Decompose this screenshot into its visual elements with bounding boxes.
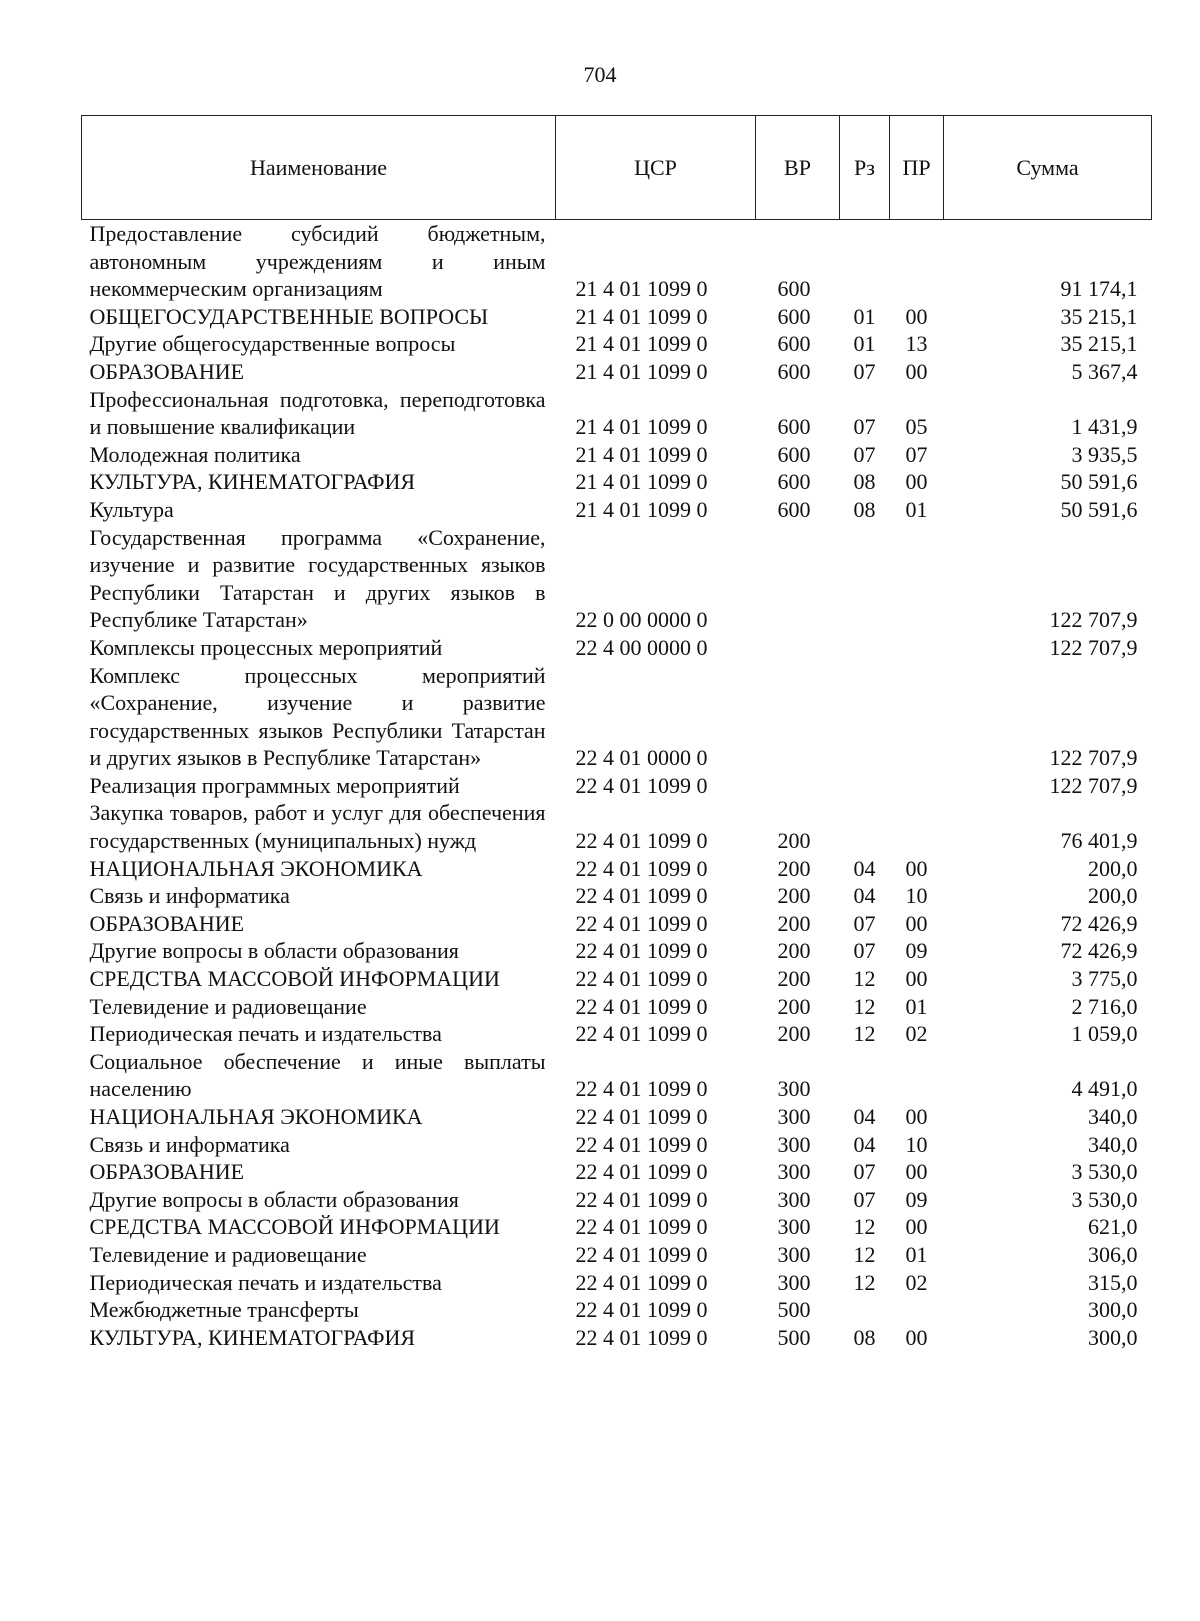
cell-name: СРЕДСТВА МАССОВОЙ ИНФОРМАЦИИ: [89, 966, 500, 992]
cell-csr: 22 4 01 1099 0: [575, 966, 708, 992]
cell-csr: 22 4 01 1099 0: [575, 1214, 708, 1240]
cell-csr: 22 4 01 1099 0: [575, 772, 708, 798]
cell-rz: 07: [853, 938, 876, 964]
cell-csr: 21 4 01 1099 0: [575, 414, 708, 440]
table-row: [82, 937, 1152, 965]
table-row: [82, 662, 1152, 772]
cell-rz: [840, 772, 890, 800]
cell-vr: 600: [777, 331, 811, 357]
cell-name: Комплексы процессных мероприятий: [89, 634, 443, 660]
budget-table: [81, 115, 1152, 1351]
cell-rz: 08: [853, 1324, 876, 1350]
cell-rz: [840, 662, 890, 772]
cell-vr: 300: [777, 1186, 811, 1212]
cell-vr: 600: [777, 303, 811, 329]
cell-csr: 21 4 01 1099 0: [575, 331, 708, 357]
cell-vr: [756, 634, 840, 662]
table-row: [82, 634, 1152, 662]
cell-vr: 300: [777, 1159, 811, 1185]
cell-sum: 50 591,6: [1060, 496, 1138, 522]
cell-rz: 07: [853, 1159, 876, 1185]
cell-sum: 306,0: [1088, 1241, 1138, 1267]
cell-rz: [840, 220, 890, 303]
cell-sum: 2 716,0: [1071, 993, 1138, 1019]
cell-pr: [890, 220, 944, 303]
cell-rz: 08: [853, 496, 876, 522]
cell-rz: 07: [853, 441, 876, 467]
cell-vr: 200: [777, 993, 811, 1019]
cell-csr: 22 4 01 1099 0: [575, 993, 708, 1019]
cell-sum: 3 530,0: [1071, 1186, 1138, 1212]
page-number: 704: [583, 62, 617, 87]
cell-name: Предоставление субсидий бюджетным, автономным учреждениям и иным некоммерческим организациям: [89, 221, 546, 302]
cell-csr: 22 4 01 1099 0: [575, 1104, 708, 1129]
cell-pr: [890, 634, 944, 662]
cell-name: КУЛЬТУРА, КИНЕМАТОГРАФИЯ: [89, 469, 416, 495]
cell-pr: 09: [905, 1186, 928, 1212]
cell-name: Периодическая печать и издательства: [89, 1269, 442, 1295]
cell-name: Профессиональная подготовка, переподготовка и повышение квалификации: [89, 386, 546, 440]
table-row: [82, 220, 1152, 303]
cell-rz: 08: [853, 469, 876, 495]
cell-csr: 21 4 01 1099 0: [575, 358, 708, 384]
table-row: [82, 965, 1152, 993]
cell-vr: 300: [777, 1214, 811, 1240]
cell-csr: 22 4 01 1099 0: [575, 828, 708, 854]
cell-csr: 22 4 01 1099 0: [575, 883, 708, 909]
cell-name: ОБЩЕГОСУДАРСТВЕННЫЕ ВОПРОСЫ: [89, 303, 489, 329]
cell-name: Социальное обеспечение и иные выплаты населению: [89, 1048, 546, 1102]
cell-csr: 22 4 01 0000 0: [575, 745, 708, 771]
cell-csr: 22 4 00 0000 0: [575, 634, 708, 660]
cell-name: КУЛЬТУРА, КИНЕМАТОГРАФИЯ: [89, 1324, 416, 1350]
cell-pr: 00: [905, 303, 928, 329]
cell-csr: 22 4 01 1099 0: [575, 910, 708, 936]
cell-vr: 200: [777, 1021, 811, 1047]
header-name: Наименование: [82, 116, 556, 220]
cell-rz: 04: [853, 855, 876, 881]
cell-rz: 12: [853, 1241, 876, 1267]
cell-rz: 12: [853, 1214, 876, 1240]
table-row: [82, 1131, 1152, 1159]
cell-sum: 35 215,1: [1060, 303, 1138, 329]
cell-csr: 22 4 01 1099 0: [575, 1269, 708, 1295]
cell-name: Периодическая печать и издательства: [89, 1021, 442, 1047]
header-pr: ПР: [890, 116, 944, 220]
cell-rz: 12: [853, 966, 876, 992]
cell-csr: 22 4 01 1099 0: [575, 1186, 708, 1212]
header-rz: Рз: [840, 116, 890, 220]
cell-csr: 21 4 01 1099 0: [575, 303, 708, 329]
cell-pr: [890, 772, 944, 800]
cell-vr: 200: [777, 883, 811, 909]
cell-sum: 1 059,0: [1071, 1021, 1138, 1047]
cell-name: Реализация программных мероприятий: [89, 772, 460, 798]
cell-pr: 00: [905, 855, 928, 881]
cell-name: Связь и информатика: [89, 1131, 290, 1157]
table-row: [82, 1048, 1152, 1103]
cell-vr: 500: [777, 1297, 811, 1323]
table-row: [82, 1241, 1152, 1269]
cell-name: Закупка товаров, работ и услуг для обеспечения государственных (муниципальных) нужд: [89, 800, 546, 854]
cell-pr: 00: [905, 1104, 928, 1129]
cell-vr: 300: [777, 1104, 811, 1129]
cell-vr: 600: [777, 414, 811, 440]
cell-sum: 300,0: [1088, 1297, 1138, 1323]
cell-pr: [890, 799, 944, 854]
table-row: [82, 882, 1152, 910]
cell-vr: 600: [777, 469, 811, 495]
cell-vr: 200: [777, 855, 811, 881]
cell-sum: 76 401,9: [1060, 828, 1138, 854]
cell-name: ОБРАЗОВАНИЕ: [89, 358, 245, 384]
table-row: [82, 468, 1152, 496]
cell-rz: 04: [853, 883, 876, 909]
table-row: [82, 496, 1152, 524]
cell-rz: 12: [853, 993, 876, 1019]
cell-rz: 01: [853, 303, 876, 329]
cell-sum: 300,0: [1088, 1324, 1138, 1350]
cell-csr: 22 0 00 0000 0: [575, 607, 708, 633]
table-body: [82, 220, 1152, 1352]
header-sum: Сумма: [944, 116, 1152, 220]
table-row: [82, 386, 1152, 441]
table-row: [82, 303, 1152, 331]
cell-vr: 200: [777, 938, 811, 964]
cell-sum: 72 426,9: [1060, 938, 1138, 964]
cell-vr: [756, 772, 840, 800]
cell-sum: 3 775,0: [1071, 966, 1138, 992]
cell-vr: 300: [777, 1241, 811, 1267]
cell-name: Телевидение и радиовещание: [89, 993, 367, 1019]
cell-pr: 01: [905, 1241, 928, 1267]
cell-pr: [890, 524, 944, 634]
cell-csr: 22 4 01 1099 0: [575, 1297, 708, 1323]
cell-name: ОБРАЗОВАНИЕ: [89, 910, 245, 936]
cell-sum: 122 707,9: [1049, 745, 1138, 771]
table-row: [82, 1213, 1152, 1241]
table-row: [82, 1296, 1152, 1324]
cell-csr: 22 4 01 1099 0: [575, 1241, 708, 1267]
table-row: [82, 1269, 1152, 1297]
cell-pr: 01: [905, 496, 928, 522]
cell-name: Другие общегосударственные вопросы: [89, 331, 456, 357]
cell-vr: 200: [777, 910, 811, 936]
table-row: [82, 358, 1152, 386]
cell-name: Телевидение и радиовещание: [89, 1241, 367, 1267]
cell-pr: 01: [905, 993, 928, 1019]
cell-pr: [890, 662, 944, 772]
cell-pr: [890, 1048, 944, 1103]
cell-pr: 00: [905, 1324, 928, 1350]
cell-vr: 500: [777, 1324, 811, 1350]
cell-csr: 21 4 01 1099 0: [575, 469, 708, 495]
table-row: [82, 1186, 1152, 1214]
cell-pr: 00: [905, 966, 928, 992]
table-row: [82, 993, 1152, 1021]
cell-vr: [756, 524, 840, 634]
table-row: [82, 330, 1152, 358]
cell-csr: 22 4 01 1099 0: [575, 1159, 708, 1185]
cell-pr: 10: [905, 1131, 928, 1157]
table-row: [82, 1103, 1152, 1131]
cell-csr: 22 4 01 1099 0: [575, 855, 708, 881]
cell-rz: [840, 634, 890, 662]
cell-pr: 02: [905, 1021, 928, 1047]
table-header: [82, 116, 1152, 220]
cell-pr: 05: [905, 414, 928, 440]
table-row: [82, 1158, 1152, 1186]
cell-vr: 300: [777, 1131, 811, 1157]
cell-sum: 91 174,1: [1060, 276, 1138, 302]
cell-vr: 600: [777, 358, 811, 384]
cell-sum: 3 935,5: [1071, 441, 1138, 467]
cell-pr: 00: [905, 469, 928, 495]
table-row: [82, 1020, 1152, 1048]
cell-csr: 22 4 01 1099 0: [575, 1021, 708, 1047]
cell-vr: [756, 662, 840, 772]
cell-vr: 600: [777, 441, 811, 467]
cell-rz: 04: [853, 1131, 876, 1157]
cell-pr: 07: [905, 441, 928, 467]
cell-pr: 00: [905, 910, 928, 936]
cell-pr: 13: [905, 331, 928, 357]
header-csr: ЦСР: [556, 116, 756, 220]
cell-rz: [840, 1048, 890, 1103]
cell-pr: 02: [905, 1269, 928, 1295]
cell-sum: 340,0: [1088, 1104, 1138, 1129]
cell-rz: 01: [853, 331, 876, 357]
cell-csr: 22 4 01 1099 0: [575, 1131, 708, 1157]
table-row: [82, 772, 1152, 800]
cell-vr: 300: [777, 1269, 811, 1295]
cell-vr: 300: [777, 1076, 811, 1102]
cell-sum: 1 431,9: [1071, 414, 1138, 440]
header-row: [82, 116, 1152, 220]
cell-pr: [890, 1296, 944, 1324]
cell-sum: 621,0: [1088, 1214, 1138, 1240]
cell-csr: 22 4 01 1099 0: [575, 1076, 708, 1102]
cell-name: Комплекс процессных мероприятий «Сохранение, изучение и развитие государственных языков Республики Татарстан и других языков в Республике Татарстан»: [89, 662, 546, 771]
cell-name: Молодежная политика: [89, 441, 301, 467]
cell-sum: 5 367,4: [1071, 358, 1138, 384]
header-vr: ВР: [756, 116, 840, 220]
cell-pr: 00: [905, 1159, 928, 1185]
cell-name: Государственная программа «Сохранение, изучение и развитие государственных языков Республики Татарстан и других языков в Республике Татарстан»: [89, 524, 546, 633]
cell-sum: 122 707,9: [1049, 634, 1138, 660]
cell-vr: 200: [777, 966, 811, 992]
cell-name: Связь и информатика: [89, 883, 290, 909]
cell-rz: [840, 1296, 890, 1324]
cell-pr: 09: [905, 938, 928, 964]
cell-rz: [840, 524, 890, 634]
cell-name: Другие вопросы в области образования: [89, 938, 459, 964]
cell-rz: 12: [853, 1021, 876, 1047]
cell-csr: 21 4 01 1099 0: [575, 496, 708, 522]
cell-rz: 07: [853, 414, 876, 440]
cell-rz: 12: [853, 1269, 876, 1295]
cell-sum: 315,0: [1088, 1269, 1138, 1295]
cell-rz: 07: [853, 1186, 876, 1212]
cell-rz: 04: [853, 1104, 876, 1129]
cell-csr: 21 4 01 1099 0: [575, 441, 708, 467]
cell-sum: 122 707,9: [1049, 607, 1138, 633]
table-row: [82, 1324, 1152, 1352]
cell-vr: 600: [777, 496, 811, 522]
cell-csr: 22 4 01 1099 0: [575, 938, 708, 964]
cell-sum: 72 426,9: [1060, 910, 1138, 936]
cell-sum: 35 215,1: [1060, 331, 1138, 357]
cell-vr: 200: [777, 828, 811, 854]
cell-sum: 50 591,6: [1060, 469, 1138, 495]
cell-sum: 200,0: [1088, 855, 1138, 881]
cell-name: НАЦИОНАЛЬНАЯ ЭКОНОМИКА: [89, 1104, 423, 1129]
table-row: [82, 855, 1152, 883]
cell-csr: 22 4 01 1099 0: [575, 1324, 708, 1350]
cell-sum: 340,0: [1088, 1131, 1138, 1157]
table-row: [82, 441, 1152, 469]
cell-name: Культура: [89, 496, 174, 522]
cell-name: НАЦИОНАЛЬНАЯ ЭКОНОМИКА: [89, 855, 423, 881]
cell-name: Другие вопросы в области образования: [89, 1186, 459, 1212]
cell-sum: 122 707,9: [1049, 772, 1138, 798]
cell-name: Межбюджетные трансферты: [89, 1297, 359, 1323]
table-row: [82, 910, 1152, 938]
cell-sum: 4 491,0: [1071, 1076, 1138, 1102]
cell-pr: 10: [905, 883, 928, 909]
cell-rz: 07: [853, 910, 876, 936]
cell-rz: [840, 799, 890, 854]
cell-rz: 07: [853, 358, 876, 384]
cell-sum: 200,0: [1088, 883, 1138, 909]
cell-vr: 600: [777, 276, 811, 302]
cell-csr: 21 4 01 1099 0: [575, 276, 708, 302]
cell-name: ОБРАЗОВАНИЕ: [89, 1159, 245, 1185]
table-row: [82, 524, 1152, 634]
cell-pr: 00: [905, 358, 928, 384]
cell-pr: 00: [905, 1214, 928, 1240]
cell-name: СРЕДСТВА МАССОВОЙ ИНФОРМАЦИИ: [89, 1214, 500, 1240]
cell-sum: 3 530,0: [1071, 1159, 1138, 1185]
table-row: [82, 799, 1152, 854]
